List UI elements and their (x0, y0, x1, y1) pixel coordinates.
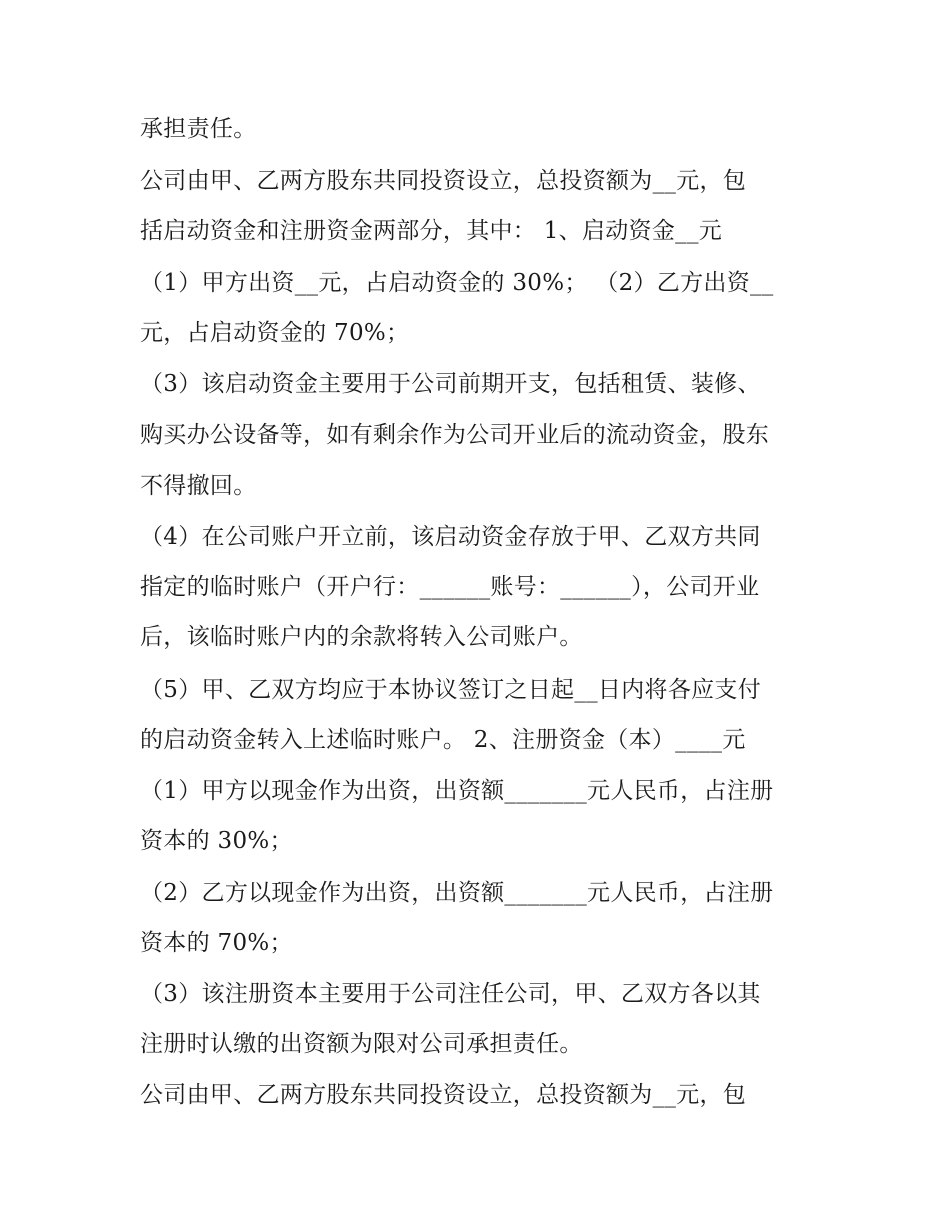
text-line: 后，该临时账户内的余款将转入公司账户。 (140, 624, 583, 650)
text-line: 公司由甲、乙两方股东共同投资设立，总投资额为__元，包 (140, 1082, 747, 1108)
text-line: （1）甲方以现金作为出资，出资额_______元人民币，占注册 (140, 778, 774, 804)
text-line: 承担责任。 (140, 116, 257, 142)
text-line: 注册时认缴的出资额为限对公司承担责任。 (140, 1031, 583, 1057)
text-line: （4）在公司账户开立前，该启动资金存放于甲、乙双方共同 (140, 524, 761, 550)
text-line: 购买办公设备等，如有剩余作为公司开业后的流动资金，股东 (140, 422, 770, 448)
text-line: （3）该启动资金主要用于公司前期开支，包括租赁、装修、 (140, 371, 761, 397)
text-line: 公司由甲、乙两方股东共同投资设立，总投资额为__元，包 (140, 168, 747, 194)
text-line: 指定的临时账户（开户行：______账号：______），公司开业 (140, 574, 760, 600)
text-line: 括启动资金和注册资金两部分，其中： 1、启动资金__元 (140, 218, 723, 244)
text-line: （2）乙方以现金作为出资，出资额_______元人民币，占注册 (140, 880, 774, 906)
text-line: （5）甲、乙双方均应于本协议签订之日起__日内将各应支付 (140, 677, 762, 703)
text-line: （1）甲方出资__元，占启动资金的 30%； （2）乙方出资__ (140, 270, 774, 296)
text-line: 资本的 30%； (140, 828, 293, 854)
text-line: （3）该注册资本主要用于公司注任公司，甲、乙双方各以其 (140, 981, 761, 1007)
text-line: 不得撤回。 (140, 473, 257, 499)
text-line: 的启动资金转入上述临时账户。 2、注册资金（本）____元 (140, 727, 746, 753)
text-line: 元，占启动资金的 70%； (140, 320, 410, 346)
text-line: 资本的 70%； (140, 930, 293, 956)
